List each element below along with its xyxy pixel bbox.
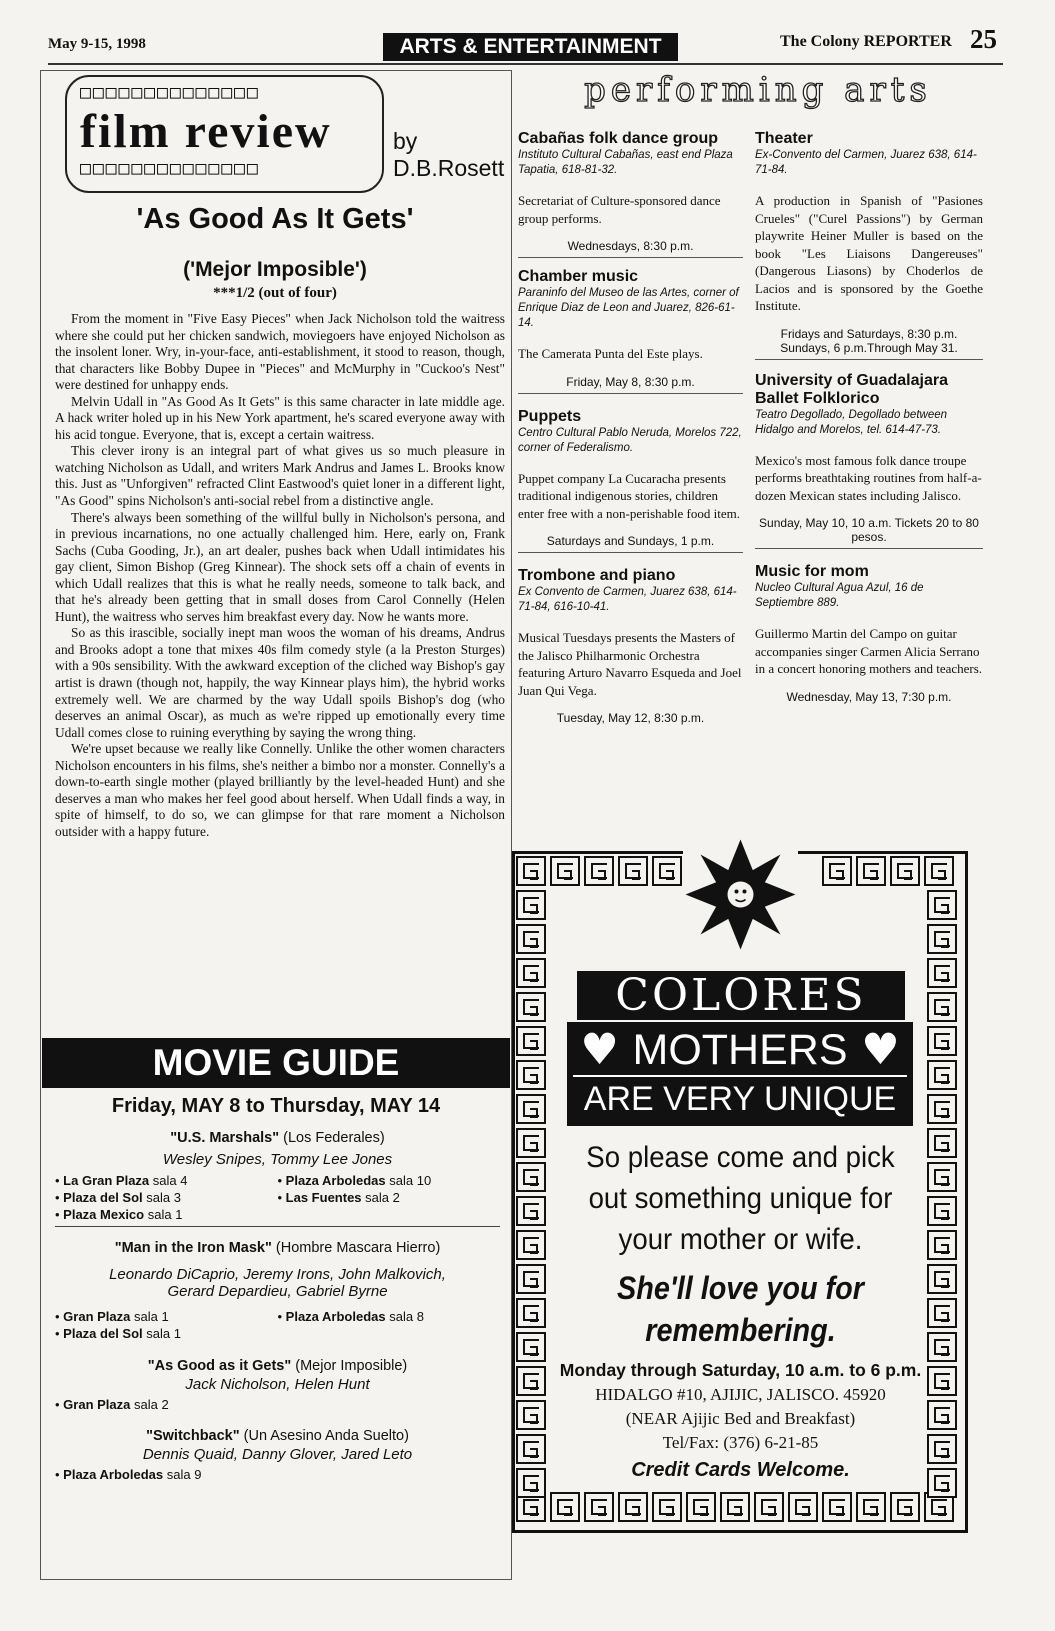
border-tile	[927, 1162, 957, 1192]
event-description: Mexico's most famous folk dance troupe performs breathtaking routines from half-a-dozen Mexican states including Jalisco.	[755, 452, 982, 503]
event-venue: Teatro Degollado, Degollado between Hidalgo and Morelos, tel. 614-47-73.	[755, 408, 948, 436]
review-paragraph: This clever irony is an integral part of what gives us so much pleasure in watching Nicholson as Udall, and writers Mark Andrus and James L. Brooks know this. Just as "Unforgiven" refracted Clint Eastwood's quiet loner in a different light, "As Good" spins Nicholson's anti-social rebel from a distinctive angle.	[55, 443, 505, 509]
event-time: Fridays and Saturdays, 8:30 p.m. Sundays, 6 p.m.Through May 31.	[755, 327, 983, 360]
paper-name: The Colony REPORTER	[780, 33, 952, 50]
theater-item: • Las Fuentes sala 2	[277, 1190, 400, 1205]
border-tile	[584, 856, 614, 886]
border-tile	[720, 1492, 750, 1522]
border-tile	[927, 1026, 957, 1056]
event-time: Friday, May 8, 8:30 p.m.	[518, 375, 743, 394]
logo-box-row-top: □□□□□□□□□□□□□□	[80, 82, 260, 103]
ad-address: HIDALGO #10, AJIJIC, JALISCO. 45920	[595, 1385, 886, 1404]
border-tile	[550, 856, 580, 886]
border-tile	[788, 1492, 818, 1522]
border-tile	[516, 1230, 546, 1260]
movie-listing	[55, 1358, 500, 1413]
event-venue: Instituto Cultural Cabañas, east end Plaza Tapatia, 618-81-32.	[518, 149, 733, 176]
event-entry	[755, 563, 983, 708]
border-tile	[516, 1060, 546, 1090]
byline-by: by	[393, 128, 418, 154]
event-venue: Paraninfo del Museo de las Artes, corner of Enrique Diaz de Leon and Juarez, 826-61-14.	[518, 287, 739, 329]
event-time: Saturdays and Sundays, 1 p.m.	[518, 534, 743, 553]
movie-alt-title: (Los Federales)	[279, 1130, 385, 1146]
movie-guide-banner: MOVIE GUIDE	[42, 1038, 510, 1088]
ad-unique: ARE VERY UNIQUE	[573, 1075, 907, 1121]
event-entry	[518, 130, 743, 258]
event-name: Puppets	[518, 407, 582, 425]
border-tile	[516, 1366, 546, 1396]
theater-item: • Plaza Arboledas sala 10	[277, 1173, 432, 1188]
movie-listing	[55, 1240, 500, 1342]
event-description: Musical Tuesdays presents the Masters of the Jalisco Philharmonic Orchestra featuring Arturo Navarro Esqueda and Joel Juan Qui Vega.	[518, 630, 742, 698]
byline-author: D.B.Rosett	[393, 155, 505, 181]
ad-mothers-block	[567, 1022, 913, 1126]
logo-box-row-bottom: □□□□□□□□□□□□□□	[80, 158, 260, 179]
movie-listing	[55, 1428, 500, 1483]
border-tile	[822, 856, 852, 886]
review-paragraph: We're upset because we really like Connelly. Unlike the other women characters Nicholson encounters in his films, she's neither a bimbo nor a monster. Connelly's a down-to-earth single mother (played brilliantly by the level-headed Hunt) and she deserves a man who makes her feel good about herself. When Udall finds a way, in spite of himself, to do so, we can glimpse for that rare moment a Nicholson outsider with a happy future.	[55, 741, 505, 839]
event-entry	[755, 372, 983, 550]
theater-item: • La Gran Plaza sala 4	[55, 1173, 188, 1188]
border-tile	[927, 992, 957, 1022]
event-description: The Camerata Punta del Este plays.	[518, 346, 703, 361]
border-tile	[618, 1492, 648, 1522]
ad-cards: Credit Cards Welcome.	[631, 1459, 850, 1481]
page-number: 25	[970, 24, 997, 54]
event-entry	[755, 130, 983, 360]
border-tile	[927, 1230, 957, 1260]
movie-cast: Leonardo DiCaprio, Jeremy Irons, John Malkovich, Gerard Depardieu, Gabriel Byrne	[109, 1266, 446, 1300]
review-paragraph: Melvin Udall in "As Good As It Gets" is this same character in late middle age. A hack writer holed up in his New York apartment, he's scared everyone away with his acid tongue. Everyone, that is, except a certain waitress.	[55, 393, 505, 442]
events-column-right	[755, 130, 983, 708]
border-tile	[927, 1400, 957, 1430]
event-venue: Centro Cultural Pablo Neruda, Morelos 722, corner of Federalismo.	[518, 426, 742, 454]
border-tile	[927, 1468, 957, 1498]
movie-cast: Wesley Snipes, Tommy Lee Jones	[162, 1151, 393, 1168]
event-time: Sunday, May 10, 10 a.m. Tickets 20 to 80 pesos.	[755, 516, 983, 549]
event-name: Music for mom	[755, 563, 869, 580]
event-venue: Ex Convento de Carmen, Juarez 638, 614-71-84, 616-10-41.	[518, 586, 737, 613]
heart-icon: ♥	[580, 1025, 619, 1075]
border-tile	[927, 1366, 957, 1396]
event-time: Tuesday, May 12, 8:30 p.m.	[556, 711, 705, 725]
border-tile	[652, 856, 682, 886]
movie-title: "Man in the Iron Mask"	[114, 1240, 272, 1256]
review-paragraph: There's always been something of the willful bully in Nicholson's persona, and in previous incarnations, no one actually challenged him. Here, early on, Frank Sachs (Cuba Gooding, Jr.), an art dealer, pushes back when Udall intimidates his gay client, Simon Bishop (Greg Kinnear). The shock sets off a chain of events in which Udall realizes that this is what he really needs, someone to talk back, and that he's already been getting that in small doses from Carol Connelly (Helen Hunt), the waitress who serves him breakfast every day. Now he wants more.	[55, 509, 505, 624]
movie-title: "Switchback"	[146, 1428, 240, 1444]
movie-alt-title: (Mejor Imposible)	[291, 1358, 408, 1374]
border-tile	[754, 1492, 784, 1522]
theater-item: • Gran Plaza sala 2	[55, 1397, 169, 1412]
review-paragraph: From the moment in "Five Easy Pieces" when Jack Nicholson told the waitress where she could put her chicken sandwich, moviegoers have enjoyed Nicholson as the insolent loner. Wry, in-your-face, anti-establishment, it stood to reason, though, that characters like Bobby Dupee in "Pieces" and McMurphy in "Cuckoo's Nest" were destined for unhappy ends.	[55, 311, 505, 393]
border-tile	[927, 1264, 957, 1294]
event-name: Theater	[755, 130, 813, 147]
border-tile	[618, 856, 648, 886]
border-tile	[927, 1196, 957, 1226]
border-tile	[516, 1400, 546, 1430]
border-tile	[927, 1094, 957, 1124]
border-tile	[927, 1128, 957, 1158]
border-tile	[516, 1196, 546, 1226]
event-venue: Nucleo Cultural Agua Azul, 16 de Septiembre 889.	[755, 582, 924, 609]
heart-icon: ♥	[861, 1025, 900, 1075]
ad-love: She'll love you for remembering.	[617, 1270, 864, 1348]
border-tile	[516, 1468, 546, 1498]
border-tile	[924, 856, 954, 886]
border-tile	[856, 856, 886, 886]
ad-near: (NEAR Ajijic Bed and Breakfast)	[625, 1409, 856, 1428]
border-tile	[516, 924, 546, 954]
movie-cast: Jack Nicholson, Helen Hunt	[185, 1376, 370, 1393]
border-tile	[516, 1434, 546, 1464]
event-entry	[518, 408, 743, 554]
border-tile	[927, 958, 957, 988]
event-entry	[518, 268, 743, 394]
event-description: Puppet company La Cucaracha presents traditional indigenous stories, children enter free with a non-perishable food item.	[518, 470, 740, 521]
ad-phone: Tel/Fax: (376) 6-21-85	[662, 1433, 819, 1452]
review-body	[55, 311, 505, 841]
border-tile	[822, 1492, 852, 1522]
border-tile	[516, 890, 546, 920]
event-description: Secretariat of Culture-sponsored dance group performs.	[518, 193, 721, 226]
header-rule	[48, 63, 1003, 65]
theater-item: • Plaza del Sol sala 1	[55, 1326, 181, 1341]
movie-cast: Dennis Quaid, Danny Glover, Jared Leto	[142, 1446, 413, 1463]
theater-item: • Plaza Arboledas sala 9	[55, 1467, 202, 1482]
review-subhead: ('Mejor Imposible')	[183, 258, 367, 281]
event-name: University of Guadalajara Ballet Folklorico	[755, 371, 948, 407]
event-venue: Ex-Convento del Carmen, Juarez 638, 614-71-84.	[755, 149, 977, 176]
event-time: Wednesdays, 8:30 p.m.	[518, 239, 743, 258]
issue-date: May 9-15, 1998	[48, 36, 146, 52]
border-tile	[927, 924, 957, 954]
border-tile	[652, 1492, 682, 1522]
border-tile	[516, 1332, 546, 1362]
review-headline: 'As Good As It Gets'	[136, 203, 414, 235]
theater-item: • Plaza Mexico sala 1	[55, 1207, 183, 1222]
ad-brand: COLORES	[577, 971, 905, 1020]
listing-rule	[55, 1226, 500, 1227]
movie-listing	[55, 1130, 500, 1230]
sun-logo-icon	[683, 837, 798, 952]
border-tile	[927, 1060, 957, 1090]
border-tile	[516, 1094, 546, 1124]
ad-pitch: So please come and pick out something unique for your mother or wife.	[586, 1141, 895, 1256]
border-tile	[516, 958, 546, 988]
movie-title: "U.S. Marshals"	[170, 1130, 280, 1146]
theater-list	[55, 1466, 500, 1483]
movie-guide-dates: Friday, MAY 8 to Thursday, MAY 14	[111, 1095, 441, 1117]
theater-list	[55, 1396, 500, 1413]
theater-list	[55, 1172, 500, 1223]
event-name: Chamber music	[518, 268, 639, 285]
theater-item: • Plaza Arboledas sala 8	[277, 1309, 424, 1324]
border-tile	[686, 1492, 716, 1522]
movie-alt-title: (Un Asesino Anda Suelto)	[239, 1428, 409, 1444]
performing-arts-title: performing arts	[584, 70, 932, 110]
event-description: Guillermo Martin del Campo on guitar accompanies singer Carmen Alicia Serrano in a concert honoring mothers and teachers.	[755, 626, 983, 676]
event-description: A production in Spanish of "Pasiones Crueles" ("Curel Passions") by German playwrite Heiner Muller is based on the book "Les Liaisons Dangereuses" (Dangerous Liasons) by Choderlos de Lacios and is sponsored by the Goethe Institute.	[755, 193, 983, 313]
border-tile	[516, 1162, 546, 1192]
ad-hours: Monday through Saturday, 10 a.m. to 6 p.m.	[559, 1360, 922, 1380]
movie-title: "As Good as it Gets"	[147, 1358, 292, 1374]
event-entry	[518, 567, 743, 729]
border-tile	[890, 1492, 920, 1522]
border-tile	[584, 1492, 614, 1522]
event-name: Cabañas folk dance group	[518, 130, 719, 147]
border-tile	[516, 992, 546, 1022]
event-name: Trombone and piano	[518, 567, 676, 584]
review-rating: ***1/2 (out of four)	[213, 285, 337, 301]
theater-item: • Gran Plaza sala 1	[55, 1309, 169, 1324]
movie-alt-title: (Hombre Mascara Hierro)	[271, 1240, 441, 1256]
event-time: Wednesday, May 13, 7:30 p.m.	[786, 689, 952, 704]
border-tile	[516, 1264, 546, 1294]
review-paragraph: So as this irascible, socially inept man woos the woman of his dreams, Andrus and Brooks adopt a tone that mixes 40s film comedy style (a la Preston Sturges) with a 90s sensibility. With the awkward exception of the cliched way Bishop's gay artist is drawn (though not, happily, the way Kinnear plays him), the hybrid works extremely well. We are charmed by the way Udall spoils Bishop's dog (who deserves an animal Oscar), as much as we're ripped up emotionally every time Udall comes close to ruining everything by saying the wrong thing.	[55, 625, 505, 740]
border-tile	[927, 1298, 957, 1328]
border-tile	[856, 1492, 886, 1522]
theater-list	[55, 1308, 500, 1342]
border-tile	[516, 1026, 546, 1056]
events-column-left	[518, 130, 743, 729]
border-tile	[927, 1332, 957, 1362]
border-tile	[516, 1298, 546, 1328]
theater-item: • Plaza del Sol sala 3	[55, 1190, 181, 1205]
border-tile	[516, 856, 546, 886]
section-banner: ARTS & ENTERTAINMENT	[383, 33, 678, 61]
border-tile	[890, 856, 920, 886]
border-tile	[927, 1434, 957, 1464]
film-review-label: film review	[80, 105, 332, 158]
border-tile	[516, 1128, 546, 1158]
border-tile	[550, 1492, 580, 1522]
ad-mothers: MOTHERS	[632, 1026, 848, 1074]
border-tile	[927, 890, 957, 920]
